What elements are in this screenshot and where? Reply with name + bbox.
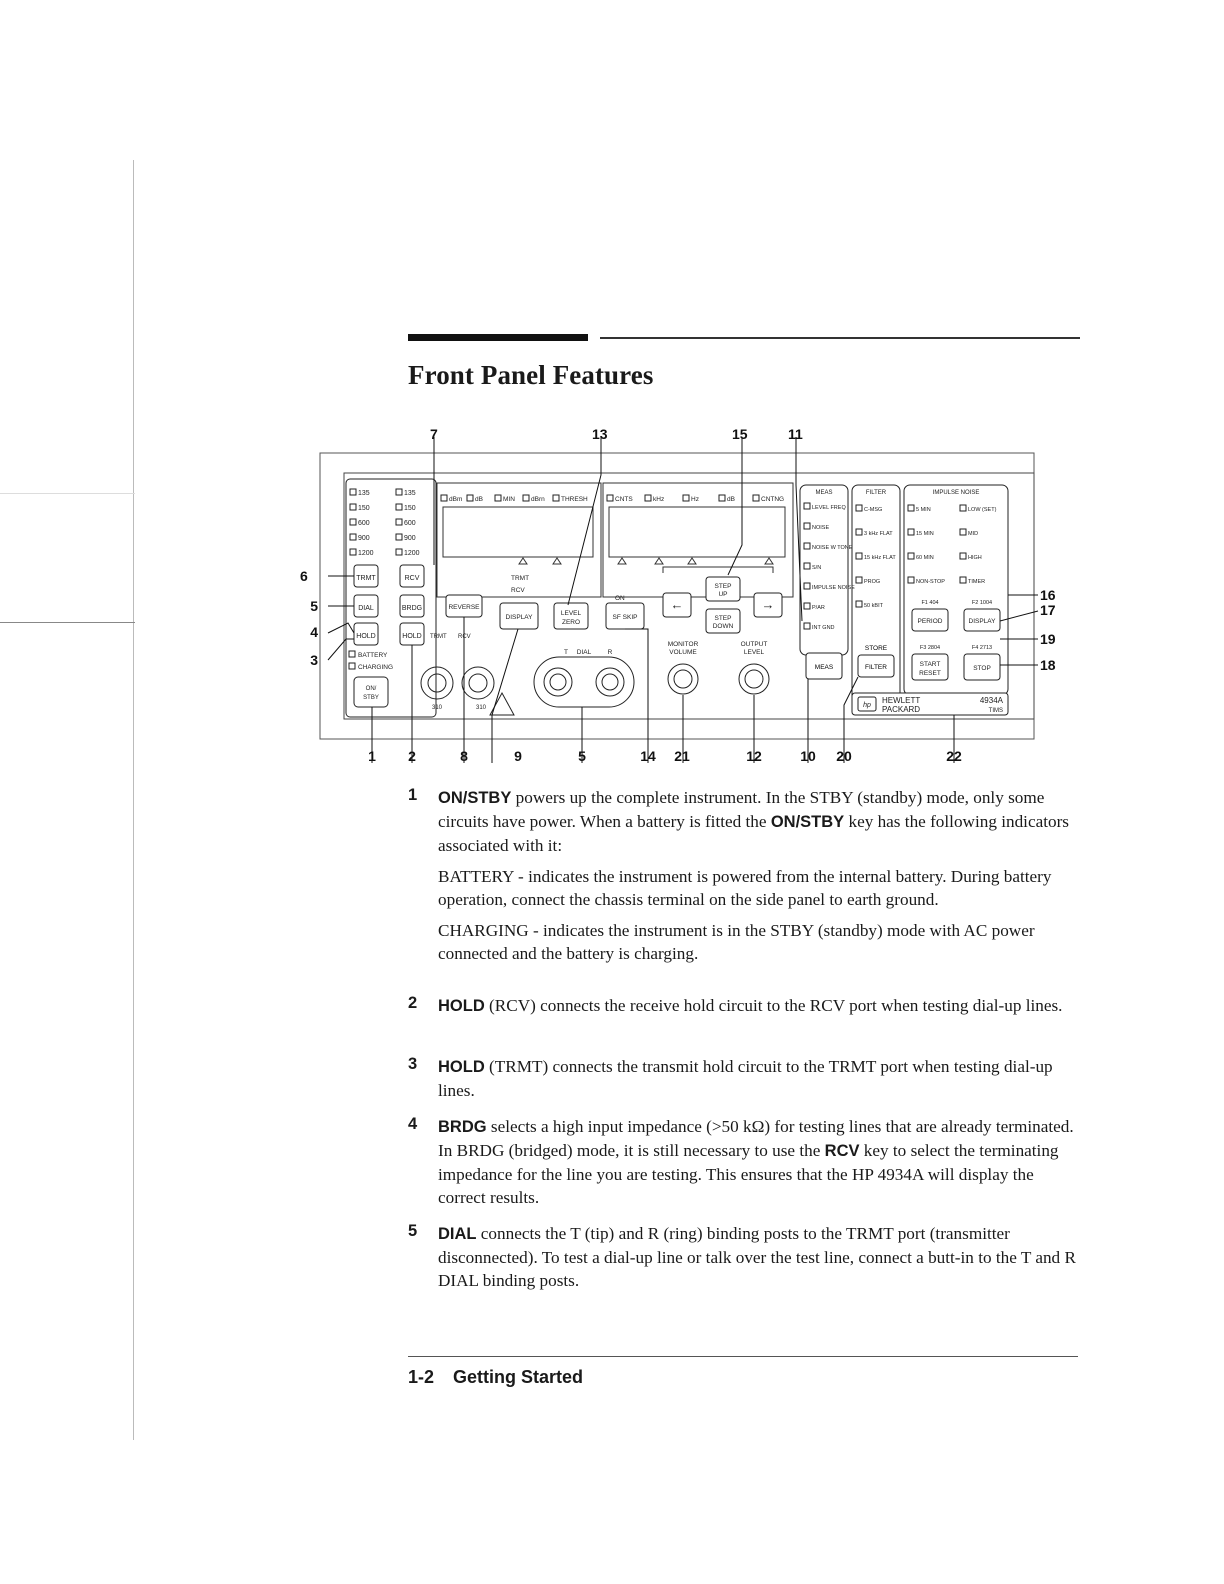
item-text: (RCV) connects the receive hold circuit to the RCV port when testing dial-up lines. [484, 996, 1063, 1015]
f1-label: F1 404 [921, 600, 939, 606]
keyword: HOLD [438, 997, 485, 1015]
filter-item-label: 3 kHz FLAT [864, 531, 893, 537]
impedance-led [350, 489, 356, 495]
step-down-label-2: DOWN [712, 623, 734, 630]
filter-item-label: PROG [864, 579, 881, 585]
meas-led [804, 503, 810, 509]
item-number: 3 [408, 1055, 418, 1073]
meas-item-label: INT GND [812, 625, 835, 631]
meas-item-label: NOISE [812, 525, 830, 531]
feature-item [408, 994, 1078, 1026]
front-panel-figure [300, 425, 1078, 770]
port-310-b: 310 [476, 705, 487, 711]
hold-trmt-label: HOLD [356, 633, 376, 640]
meas-item-label: IMPULSE NOISE [812, 585, 855, 591]
impulse-led [960, 529, 966, 535]
display-key-label: DISPLAY [505, 614, 533, 621]
margin-line [133, 160, 134, 1440]
level-zero-label-1: LEVEL [560, 610, 582, 617]
model-name: TIMS [988, 708, 1003, 714]
item-text: connects the T (tip) and R (ring) binding posts to the TRMT port (transmitter disconnected). To test a dial-up line or talk over the test line, connect a butt-in to the T and R DIAL binding posts. [438, 1224, 1076, 1290]
keyword: BRDG [438, 1118, 487, 1136]
impedance-rcv-label: 600 [404, 520, 416, 527]
callout-22: 22 [946, 748, 962, 764]
item-text: powers up the complete instrument. In the STBY (standby) mode, only some circuits have power. When a battery is fitted the [438, 788, 1045, 831]
monitor-volume-label-1: MONITOR [667, 641, 699, 648]
onstby-key[interactable] [354, 677, 388, 707]
impedance-rcv-label: 900 [404, 535, 416, 542]
impulse-led [908, 577, 914, 583]
impulse-item-label: TIMER [968, 579, 986, 585]
item-paragraph [438, 919, 1078, 965]
unit-led [523, 495, 529, 501]
brand-line-1: HEWLETT [882, 696, 921, 705]
port-rcv-label: RCV [458, 634, 471, 640]
item-paragraph [438, 1115, 1078, 1209]
filter-header: FILTER [865, 490, 887, 496]
impedance-led [350, 549, 356, 555]
impulse-led [960, 505, 966, 511]
onstby-label-1: ON/ [365, 686, 377, 692]
rcv-key-label: RCV [404, 575, 420, 582]
binding-dial-label: DIAL [576, 649, 592, 656]
meas-led [804, 523, 810, 529]
display2-unit-label: kHz [653, 496, 665, 503]
impedance-rcv-label: 1200 [404, 550, 420, 557]
meas-led [804, 623, 810, 629]
impedance-led [350, 534, 356, 540]
item-body [438, 1115, 1078, 1209]
meas-item-label: LEVEL FREQ [812, 505, 846, 511]
trmt-key-label: TRMT [356, 575, 376, 582]
on-indicator-label: ON [615, 595, 625, 602]
impulse-led [960, 577, 966, 583]
item-number: 1 [408, 786, 418, 804]
unit-led [441, 495, 447, 501]
keyword: ON/STBY [770, 813, 845, 831]
item-text: key to select the terminating impedance for the line you are testing. This ensures that the HP 4934A will display the correct results. [438, 1141, 1059, 1207]
feature-item [408, 786, 1078, 973]
impedance-trmt-label: 900 [358, 535, 370, 542]
level-zero-label-2: ZERO [561, 619, 581, 626]
f3-label: F3 2804 [919, 645, 941, 651]
page-number: 1-2 [408, 1367, 435, 1387]
model-number: 4934A [979, 696, 1003, 705]
callout-19: 19 [1040, 631, 1056, 647]
unit-led [467, 495, 473, 501]
unit-led [719, 495, 725, 501]
impulse-led [908, 553, 914, 559]
item-number: 4 [408, 1115, 418, 1133]
output-level-label-1: OUTPUT [740, 641, 768, 648]
impedance-trmt-label: 135 [358, 490, 370, 497]
onstby-label-2: STBY [363, 695, 379, 701]
impulse-header: IMPULSE NOISE [932, 490, 980, 496]
impedance-trmt-label: 600 [358, 520, 370, 527]
meas-led [804, 563, 810, 569]
callout-6: 6 [300, 568, 308, 584]
filter-led [856, 601, 862, 607]
output-level-label-2: LEVEL [743, 649, 765, 656]
item-paragraph [438, 786, 1078, 857]
impedance-led [396, 489, 402, 495]
f4-label: F4 2713 [971, 645, 993, 651]
item-paragraph [438, 1055, 1078, 1102]
callout-11: 11 [788, 426, 803, 442]
impedance-trmt-label: 150 [358, 505, 370, 512]
binding-t-label: T [564, 649, 568, 656]
item-text: key has the following indicators associated with it: [438, 812, 1069, 855]
meas-item-label: NOISE W TONE [812, 545, 853, 551]
filter-led [856, 553, 862, 559]
callout-17: 17 [1040, 602, 1056, 618]
meas-led [804, 583, 810, 589]
keyword: RCV [824, 1142, 860, 1160]
unit-led [607, 495, 613, 501]
impedance-led [396, 504, 402, 510]
start-reset-label-2: RESET [919, 670, 941, 677]
chapter-title: Getting Started [453, 1367, 584, 1387]
callout-8: 8 [460, 748, 468, 764]
display1-unit-label: dBm [449, 496, 463, 503]
impedance-led [396, 534, 402, 540]
meas-led [804, 543, 810, 549]
item-text: (TRMT) connects the transmit hold circuit to the TRMT port when testing dial-up lines. [438, 1057, 1053, 1100]
impulse-led [908, 505, 914, 511]
feature-item [408, 1222, 1078, 1300]
port-310-a: 310 [432, 705, 443, 711]
item-body [438, 786, 1078, 965]
impedance-trmt-label: 1200 [358, 550, 374, 557]
callout-3: 3 [310, 652, 318, 668]
callout-5-left: 5 [310, 598, 318, 614]
monitor-volume-label-2: VOLUME [669, 649, 697, 656]
item-text: CHARGING - indicates the instrument is in the STBY (standby) mode with AC power connected and the battery is charging. [438, 921, 1035, 963]
callout-1: 1 [368, 748, 376, 764]
filter-led [856, 505, 862, 511]
section-rule-thin [600, 337, 1080, 339]
filter-led [856, 577, 862, 583]
sf-skip-key-label: SF SKIP [612, 614, 638, 621]
unit-led [495, 495, 501, 501]
section-rule-thick [408, 334, 588, 341]
impulse-item-label: HIGH [968, 555, 982, 561]
period-key-label: PERIOD [917, 618, 943, 625]
step-up-label-2: UP [718, 591, 728, 598]
brdg-key-label: BRDG [401, 605, 423, 612]
left-arrow-icon: ← [670, 597, 684, 612]
item-body [438, 994, 1078, 1018]
callout-7: 7 [430, 426, 438, 442]
brand-line-2: PACKARD [882, 705, 921, 714]
margin-mark [0, 622, 135, 623]
impedance-rcv-label: 135 [404, 490, 416, 497]
f2-label: F2 1004 [971, 600, 993, 606]
start-reset-label-1: START [919, 661, 941, 668]
unit-led [553, 495, 559, 501]
step-up-label-1: STEP [714, 583, 732, 590]
impedance-led [350, 519, 356, 525]
callout-14: 14 [640, 748, 656, 764]
page-footer [408, 1367, 583, 1388]
display2-unit-label: Hz [691, 496, 699, 503]
keyword: ON/STBY [438, 789, 512, 807]
item-text: selects a high input impedance (>50 kΩ) for testing lines that are already terminated. In BRDG (bridged) mode, it is still necessary to use the [438, 1117, 1074, 1160]
item-number: 5 [408, 1222, 418, 1240]
charging-indicator-label: CHARGING [358, 664, 394, 671]
item-number: 2 [408, 994, 418, 1012]
right-arrow-icon: → [761, 597, 775, 612]
step-down-label-1: STEP [714, 615, 732, 622]
battery-indicator-label: BATTERY [358, 652, 388, 659]
callout-13: 13 [592, 426, 608, 442]
keyword: DIAL [438, 1225, 477, 1243]
impulse-led [908, 529, 914, 535]
callout-15: 15 [732, 426, 748, 442]
binding-r-label: R [607, 649, 613, 656]
filter-item-label: 15 kHz FLAT [864, 555, 896, 561]
meas-item-label: P/AR [812, 605, 825, 611]
item-body [438, 1055, 1078, 1102]
callout-18: 18 [1040, 657, 1056, 673]
filter-item-label: C-MSG [864, 507, 883, 513]
display2-unit-label: CNTNG [761, 496, 785, 503]
display1-unit-label: THRESH [561, 496, 588, 503]
display2-unit-label: dB [727, 496, 735, 503]
callout-5-bottom: 5 [578, 748, 586, 764]
display1-unit-label: MIN [503, 496, 515, 503]
impulse-item-label: 60 MIN [916, 555, 934, 561]
keyword: HOLD [438, 1058, 485, 1076]
callout-16: 16 [1040, 587, 1056, 603]
item-paragraph [438, 994, 1078, 1018]
filter-key-label: FILTER [865, 664, 887, 671]
section-title: Front Panel Features [408, 360, 654, 390]
callout-20: 20 [836, 748, 852, 764]
callout-21: 21 [674, 748, 690, 764]
display2-unit-label: CNTS [615, 496, 633, 503]
impedance-led [350, 504, 356, 510]
callout-10: 10 [800, 748, 816, 764]
dial-key-label: DIAL [358, 605, 374, 612]
port-trmt-label: TRMT [430, 634, 447, 640]
item-paragraph [438, 1222, 1078, 1292]
filter-led [856, 529, 862, 535]
rcv-indicator-label: RCV [511, 587, 525, 594]
store-label: STORE [864, 645, 888, 652]
impedance-rcv-label: 150 [404, 505, 416, 512]
callout-2: 2 [408, 748, 416, 764]
impulse-item-label: 15 MIN [916, 531, 934, 537]
footer-rule [408, 1356, 1078, 1357]
meas-key-label: MEAS [814, 664, 834, 671]
hold-rcv-label: HOLD [402, 633, 422, 640]
display2-key-label: DISPLAY [968, 618, 996, 625]
callout-4: 4 [310, 624, 318, 640]
impulse-led [960, 553, 966, 559]
meas-led [804, 603, 810, 609]
callout-9: 9 [514, 748, 522, 764]
trmt-indicator-label: TRMT [511, 575, 530, 582]
feature-item [408, 1115, 1078, 1217]
unit-led [645, 495, 651, 501]
impulse-item-label: LOW (SET) [968, 507, 997, 513]
display1-unit-label: dBrn [531, 496, 545, 503]
unit-led [683, 495, 689, 501]
margin-mark [0, 493, 135, 494]
hp-logo-icon: hp [863, 702, 871, 709]
impedance-led [396, 519, 402, 525]
impulse-item-label: NON-STOP [916, 579, 945, 585]
impedance-led [396, 549, 402, 555]
impulse-item-label: MID [968, 531, 979, 537]
feature-item [408, 1055, 1078, 1110]
item-paragraph [438, 865, 1078, 911]
callout-12: 12 [746, 748, 762, 764]
impulse-item-label: 5 MIN [916, 507, 931, 513]
meas-header: MEAS [815, 490, 833, 496]
stop-key-label: STOP [973, 665, 991, 672]
reverse-key-label: REVERSE [448, 604, 480, 611]
filter-item-label: 50 kBIT [864, 603, 883, 609]
display1-unit-label: dB [475, 496, 483, 503]
unit-led [753, 495, 759, 501]
meas-item-label: S/N [812, 565, 822, 571]
item-text: BATTERY - indicates the instrument is powered from the internal battery. During battery operation, connect the chassis terminal on the side panel to earth ground. [438, 867, 1052, 909]
item-body [438, 1222, 1078, 1292]
